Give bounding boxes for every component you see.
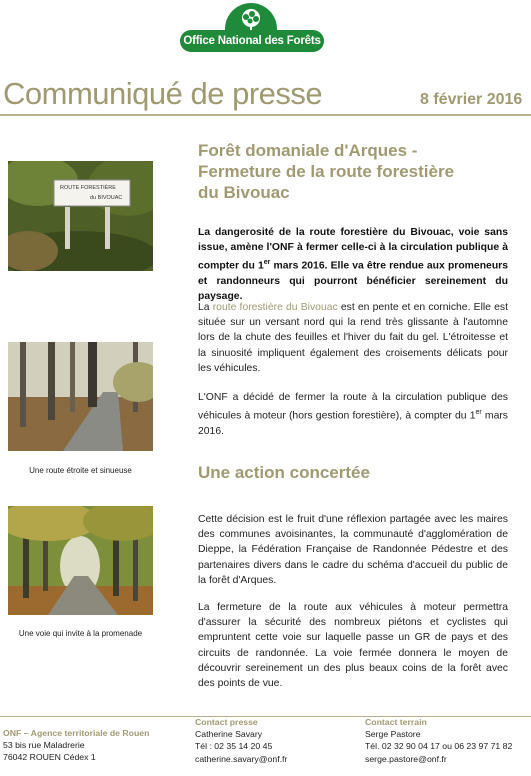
address-line: 76042 ROUEN Cédex 1 <box>3 752 96 763</box>
page-title: Communiqué de presse <box>3 76 323 111</box>
contact-email[interactable]: catherine.savary@onf.fr <box>195 753 288 764</box>
logo-text: Office National des Forêts <box>180 30 324 52</box>
header-divider <box>0 114 531 116</box>
road-name-highlight: route forestière du Bivouac <box>212 302 338 313</box>
footer-agency <box>3 727 149 764</box>
article-title-line: Forêt domaniale d'Arques - <box>198 141 418 160</box>
contact-phone: Tél. 02 32 90 04 17 ou 06 23 97 71 82 <box>365 741 513 752</box>
section-heading: Une action concertée <box>198 463 370 482</box>
sign-text-2: du BIVOUAC <box>90 195 123 201</box>
photo-road-sign <box>8 161 153 271</box>
photo-winding-road <box>8 342 153 451</box>
contact-email[interactable]: serge.pastore@onf.fr <box>365 753 447 764</box>
contact-phone: Tél : 02 35 14 20 45 <box>195 741 273 752</box>
footer-heading: Contact terrain <box>365 717 427 727</box>
onf-logo <box>180 3 324 55</box>
photo-caption: Une route étroite et sinueuse <box>29 466 132 475</box>
body-paragraph: La fermeture de la route aux véhicules à moteur permettra d'assurer la sécurité des nombreux piétons et cyclistes qui empruntent cette voie sur laquelle passe un GR de pays et des circuits de randonnée. La voie fermée donnera le moyen de découvrir sereinement un des plus beaux coins de la forêt avec des points de vue. <box>198 602 508 690</box>
article-title-line: du Bivouac <box>198 183 290 202</box>
body-paragraph: L'ONF a décidé de fermer la route à la circulation publique des véhicules à moteur (hors gestion forestière), à compter du 1er mars 2016. <box>198 392 508 437</box>
photo-caption: Une voie qui invite à la promenade <box>18 629 143 638</box>
article-title-line: Fermeture de la route forestière <box>198 162 455 181</box>
publication-date: 8 février 2016 <box>420 91 523 108</box>
footer-field-contact <box>365 716 512 765</box>
body-paragraph: Cette décision est le fruit d'une réflexion partagée avec les maires des communes avoisinantes, la communauté d'agglomération de Dieppe, la Fédération Française de Randonnée Pédestre et des partenaires divers dans le cadre du schéma d'accueil du public de la forêt d'Arques. <box>198 514 508 586</box>
contact-name: Serge Pastore <box>365 729 421 740</box>
footer-heading: Contact presse <box>195 717 258 727</box>
body-paragraph: La route forestière du Bivouac est en pente et en corniche. Elle est située sur un versant nord qui la rend très glissante à l'automne lors de la chute des feuilles et l'hiver du fait du gel. L'étroitesse et la sinuosité impliquent également des croisements délicats pour les véhicules. <box>198 302 508 374</box>
article-title <box>198 140 508 203</box>
sign-text-1: ROUTE FORESTIÈRE <box>60 185 116 191</box>
photo-forest-walk <box>8 506 153 615</box>
footer-press-contact <box>195 716 287 765</box>
contact-name: Catherine Savary <box>195 729 263 740</box>
address-line: 53 bis rue Maladrerie <box>3 740 85 751</box>
lead-paragraph: La dangerosité de la route forestière du Bivouac, voie sans issue, amène l'ONF à fermer celle-ci à la circulation publique à compter du 1er mars 2016. Elle va être rendue aux promeneurs et randonneurs qui pourront bénéficier sereinement du paysage. <box>198 227 508 303</box>
footer-heading: ONF – Agence territoriale de Rouen <box>3 728 150 738</box>
